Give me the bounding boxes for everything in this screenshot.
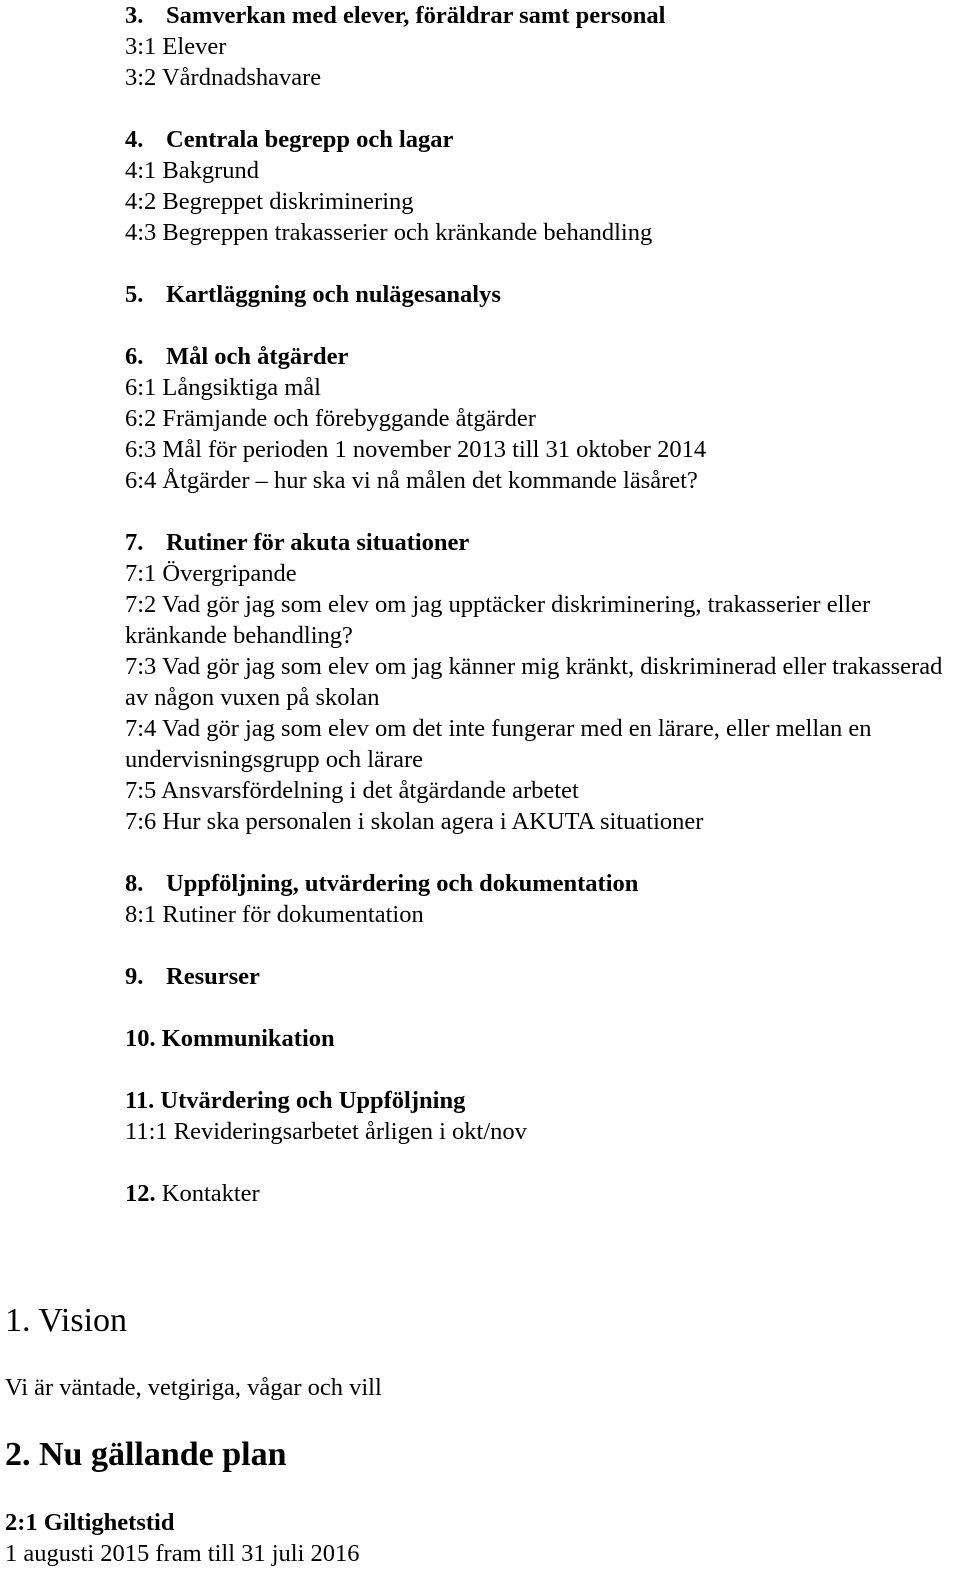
toc-item: 11:1 Revideringsarbetet årligen i okt/nov <box>125 1118 527 1145</box>
toc-heading-10: 10. Kommunikation <box>125 1025 335 1052</box>
toc-item: 7:2 Vad gör jag som elev om jag upptäcker diskriminering, trakasserier eller kränkande behandling? <box>125 591 871 649</box>
toc-item: 7:4 Vad gör jag som elev om det inte fungerar med en lärare, eller mellan en undervisningsgrupp och lärare <box>125 715 872 773</box>
toc-item: 7:5 Ansvarsfördelning i det åtgärdande arbetet <box>125 777 579 804</box>
validity-text: 1 augusti 2015 fram till 31 juli 2016 <box>5 1540 360 1567</box>
toc-heading-7: 7. Rutiner för akuta situationer <box>125 529 470 556</box>
vision-heading: 1. Vision <box>5 1302 128 1339</box>
toc-item: 4:3 Begreppen trakasserier och kränkande behandling <box>125 219 653 246</box>
plan-heading: 2. Nu gällande plan <box>5 1436 287 1473</box>
toc-item: 4:2 Begreppet diskriminering <box>125 188 414 215</box>
toc-item: 4:1 Bakgrund <box>125 157 260 184</box>
toc-heading-12: 12. Kontakter <box>125 1180 260 1207</box>
toc-item: 6:4 Åtgärder – hur ska vi nå målen det kommande läsåret? <box>125 467 698 494</box>
toc-heading-9: 9. Resurser <box>125 963 260 990</box>
toc-item: 7:1 Övergripande <box>125 560 297 587</box>
toc-heading-5: 5. Kartläggning och nulägesanalys <box>125 281 501 308</box>
toc-heading-8: 8. Uppföljning, utvärdering och dokumentation <box>125 870 639 897</box>
toc-heading-4: 4. Centrala begrepp och lagar <box>125 126 454 153</box>
toc-item: 6:2 Främjande och förebyggande åtgärder <box>125 405 536 432</box>
vision-text: Vi är väntade, vetgiriga, vågar och vill <box>5 1374 382 1401</box>
toc-heading-11: 11. Utvärdering och Uppföljning <box>125 1087 466 1114</box>
toc-item: 7:3 Vad gör jag som elev om jag känner mig kränkt, diskriminerad eller trakasserad av någon vuxen på skolan <box>125 653 943 711</box>
toc-item: 6:3 Mål för perioden 1 november 2013 till 31 oktober 2014 <box>125 436 707 463</box>
table-of-contents <box>125 0 955 1209</box>
toc-item: 8:1 Rutiner för dokumentation <box>125 901 424 928</box>
toc-item: 3:2 Vårdnadshavare <box>125 64 322 91</box>
toc-heading-6: 6. Mål och åtgärder <box>125 343 349 370</box>
toc-item: 6:1 Långsiktiga mål <box>125 374 321 401</box>
validity-subheading: 2:1 Giltighetstid <box>5 1509 175 1536</box>
toc-heading-3: 3. Samverkan med elever, föräldrar samt personal <box>125 2 666 29</box>
toc-item: 7:6 Hur ska personalen i skolan agera i AKUTA situationer <box>125 808 704 835</box>
toc-item: 3:1 Elever <box>125 33 227 60</box>
